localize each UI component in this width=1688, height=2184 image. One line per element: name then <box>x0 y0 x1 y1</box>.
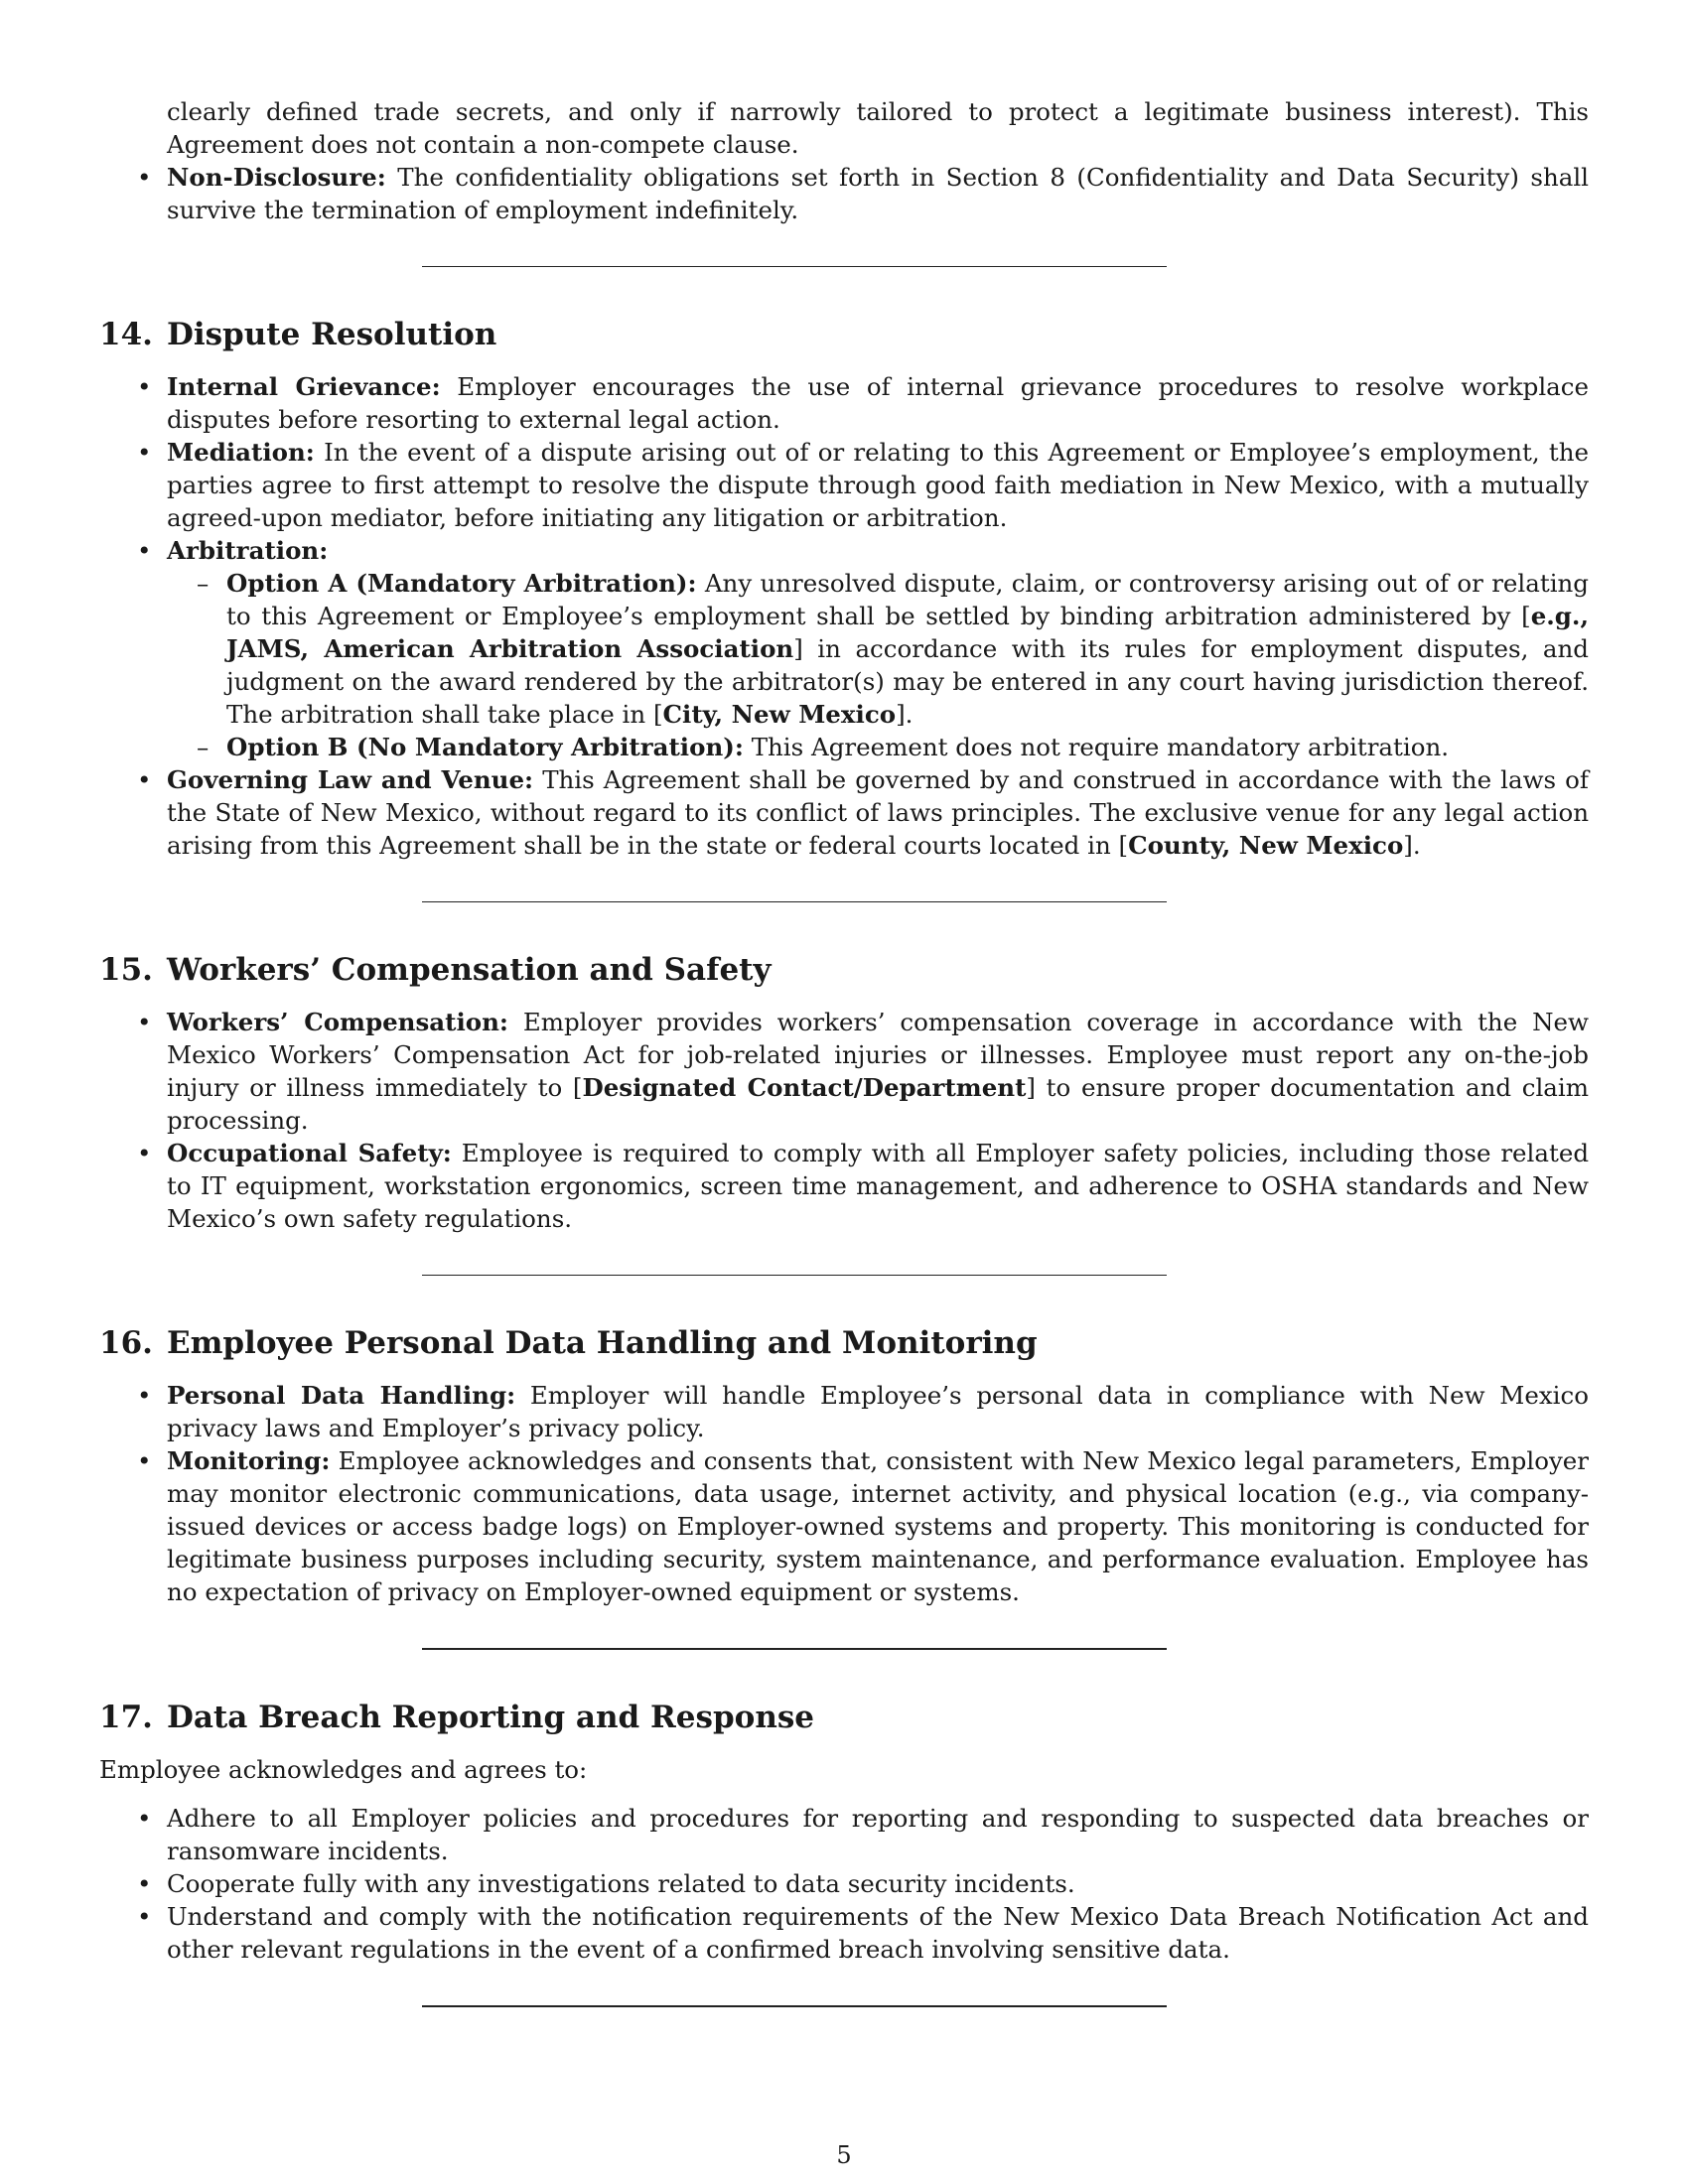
section-title: Employee Personal Data Handling and Monitoring <box>166 1325 1038 1361</box>
item-text: Employer will handle Employee’s personal data in compliance with New Mexico privacy laws and Employer’s privacy policy. <box>167 1381 1589 1442</box>
section-title: Workers’ Compensation and Safety <box>166 952 772 988</box>
list-item: • Cooperate fully with any investigations related to data security incidents. <box>167 1867 1589 1900</box>
list-item <box>167 370 1589 436</box>
list-item <box>167 1006 1589 1137</box>
placeholder-arbitrator: e.g., JAMS, American Arbitration Association <box>226 602 1589 663</box>
item-label: Monitoring: <box>167 1446 331 1475</box>
sub-list-item <box>226 731 1589 763</box>
list-item <box>167 1137 1589 1235</box>
list-item <box>167 436 1589 534</box>
list-item <box>167 95 1589 161</box>
item-label: Non-Disclosure: <box>167 163 386 192</box>
list-item <box>167 1444 1589 1608</box>
section-number: 17. <box>99 1700 153 1735</box>
page-number: 5 <box>836 2141 852 2169</box>
item-text: Employer encourages the use of internal grievance procedures to resolve workplace disputes before resorting to external legal action. <box>167 372 1590 434</box>
item-text: ]. <box>1403 831 1421 860</box>
option-a-label: Option A (Mandatory Arbitration): <box>226 569 697 598</box>
option-b-text: This Agreement does not require mandatory arbitration. <box>751 733 1450 761</box>
section-heading-16 <box>99 1325 1589 1361</box>
section-heading-15 <box>99 952 1589 988</box>
item-label: Personal Data Handling: <box>167 1381 516 1410</box>
horizontal-divider <box>422 266 1167 267</box>
horizontal-divider <box>422 901 1167 902</box>
placeholder-county: County, New Mexico <box>1128 831 1404 860</box>
item-label: Arbitration: <box>167 536 329 565</box>
option-a-text: Any unresolved dispute, claim, or controversy arising out of or relating to this Agreement or Employee’s employment shall be settled by binding arbitration administered by [ <box>226 569 1589 630</box>
item-label: Governing Law and Venue: <box>167 765 534 794</box>
option-a-text: ]. <box>896 700 914 729</box>
placeholder-contact: Designated Contact/Department <box>582 1073 1027 1102</box>
item-text: Employee is required to comply with all Employer safety policies, including those related to IT equipment, workstation ergonomics, screen time management, and adherence to OSHA standards and New Mexico’s own safety regulations. <box>167 1139 1589 1233</box>
option-b-label: Option B (No Mandatory Arbitration): <box>226 733 744 761</box>
option-a-text: ] in accordance with its rules for employment disputes, and judgment on the award rendered by the arbitrator(s) may be entered in any court having jurisdiction thereof. The arbitration shall take place in [ <box>226 634 1589 729</box>
item-text: The confidentiality obligations set forth in Section 8 (Confidentiality and Data Security) shall survive the termination of employment indefinitely. <box>167 163 1589 224</box>
item-text: ] to ensure proper documentation and claim processing. <box>167 1073 1589 1135</box>
arbitration-options <box>167 567 1589 763</box>
section-number: 15. <box>99 952 153 988</box>
section-14-list <box>99 370 1589 862</box>
section-title: Dispute Resolution <box>166 317 497 352</box>
document-page <box>99 95 1589 2007</box>
list-item: • Adhere to all Employer policies and procedures for reporting and responding to suspected data breaches or ransomware incidents. <box>167 1802 1589 1867</box>
list-item <box>167 763 1589 862</box>
list-item <box>167 1379 1589 1444</box>
horizontal-divider <box>422 2005 1167 2007</box>
placeholder-city: City, New Mexico <box>662 700 897 729</box>
list-item: • Understand and comply with the notification requirements of the New Mexico Data Breach Notification Act and other relevant regulations in the event of a confirmed breach involving sensitive data. <box>167 1900 1589 1966</box>
section-number: 14. <box>99 317 153 352</box>
item-text: In the event of a dispute arising out of or relating to this Agreement or Employee’s employment, the parties agree to first attempt to resolve the dispute through good faith mediation in New Mexico, with a mutually agreed-upon mediator, before initiating any litigation or arbitration. <box>167 438 1589 532</box>
section-15-list <box>99 1006 1589 1235</box>
item-text: This Agreement shall be governed by and construed in accordance with the laws of the State of New Mexico, without regard to its conflict of laws principles. The exclusive venue for any legal action arising from this Agreement shall be in the state or federal courts located in [ <box>167 765 1590 860</box>
section-intro: Employee acknowledges and agrees to: <box>99 1755 588 1784</box>
section-heading-14 <box>99 317 1589 352</box>
horizontal-divider <box>422 1275 1167 1276</box>
section-number: 16. <box>99 1325 153 1361</box>
continuation-list <box>99 95 1589 226</box>
section-heading-17 <box>99 1700 1589 1735</box>
list-item <box>167 161 1589 226</box>
item-text: Employer provides workers’ compensation coverage in accordance with the New Mexico Workers’ Compensation Act for job-related injuries or illnesses. Employee must report any on-the-job injury or illness immediately to [ <box>167 1008 1589 1102</box>
sub-list-item <box>226 567 1589 731</box>
section-16-list <box>99 1379 1589 1608</box>
continuation-text: clearly defined trade secrets, and only if narrowly tailored to protect a legitimate business interest). This Agreement does not contain a non-compete clause. <box>167 97 1589 159</box>
section-title: Data Breach Reporting and Response <box>166 1700 815 1735</box>
item-label: Occupational Safety: <box>167 1139 452 1167</box>
item-label: Mediation: <box>167 438 315 467</box>
item-text: Employee acknowledges and consents that, consistent with New Mexico legal parameters, Employer may monitor electronic communications, data usage, internet activity, and physical location (e.g., via company-issued devices or access badge logs) on Employer-owned systems and property. This monitoring is conducted for legitimate business purposes including security, system maintenance, and performance evaluation. Employee has no expectation of privacy on Employer-owned equipment or systems. <box>167 1446 1590 1606</box>
list-item <box>167 534 1589 763</box>
horizontal-divider <box>422 1648 1167 1650</box>
item-label: Workers’ Compensation: <box>167 1008 508 1036</box>
section-17-list <box>99 1802 1589 1966</box>
item-label: Internal Grievance: <box>167 372 441 401</box>
